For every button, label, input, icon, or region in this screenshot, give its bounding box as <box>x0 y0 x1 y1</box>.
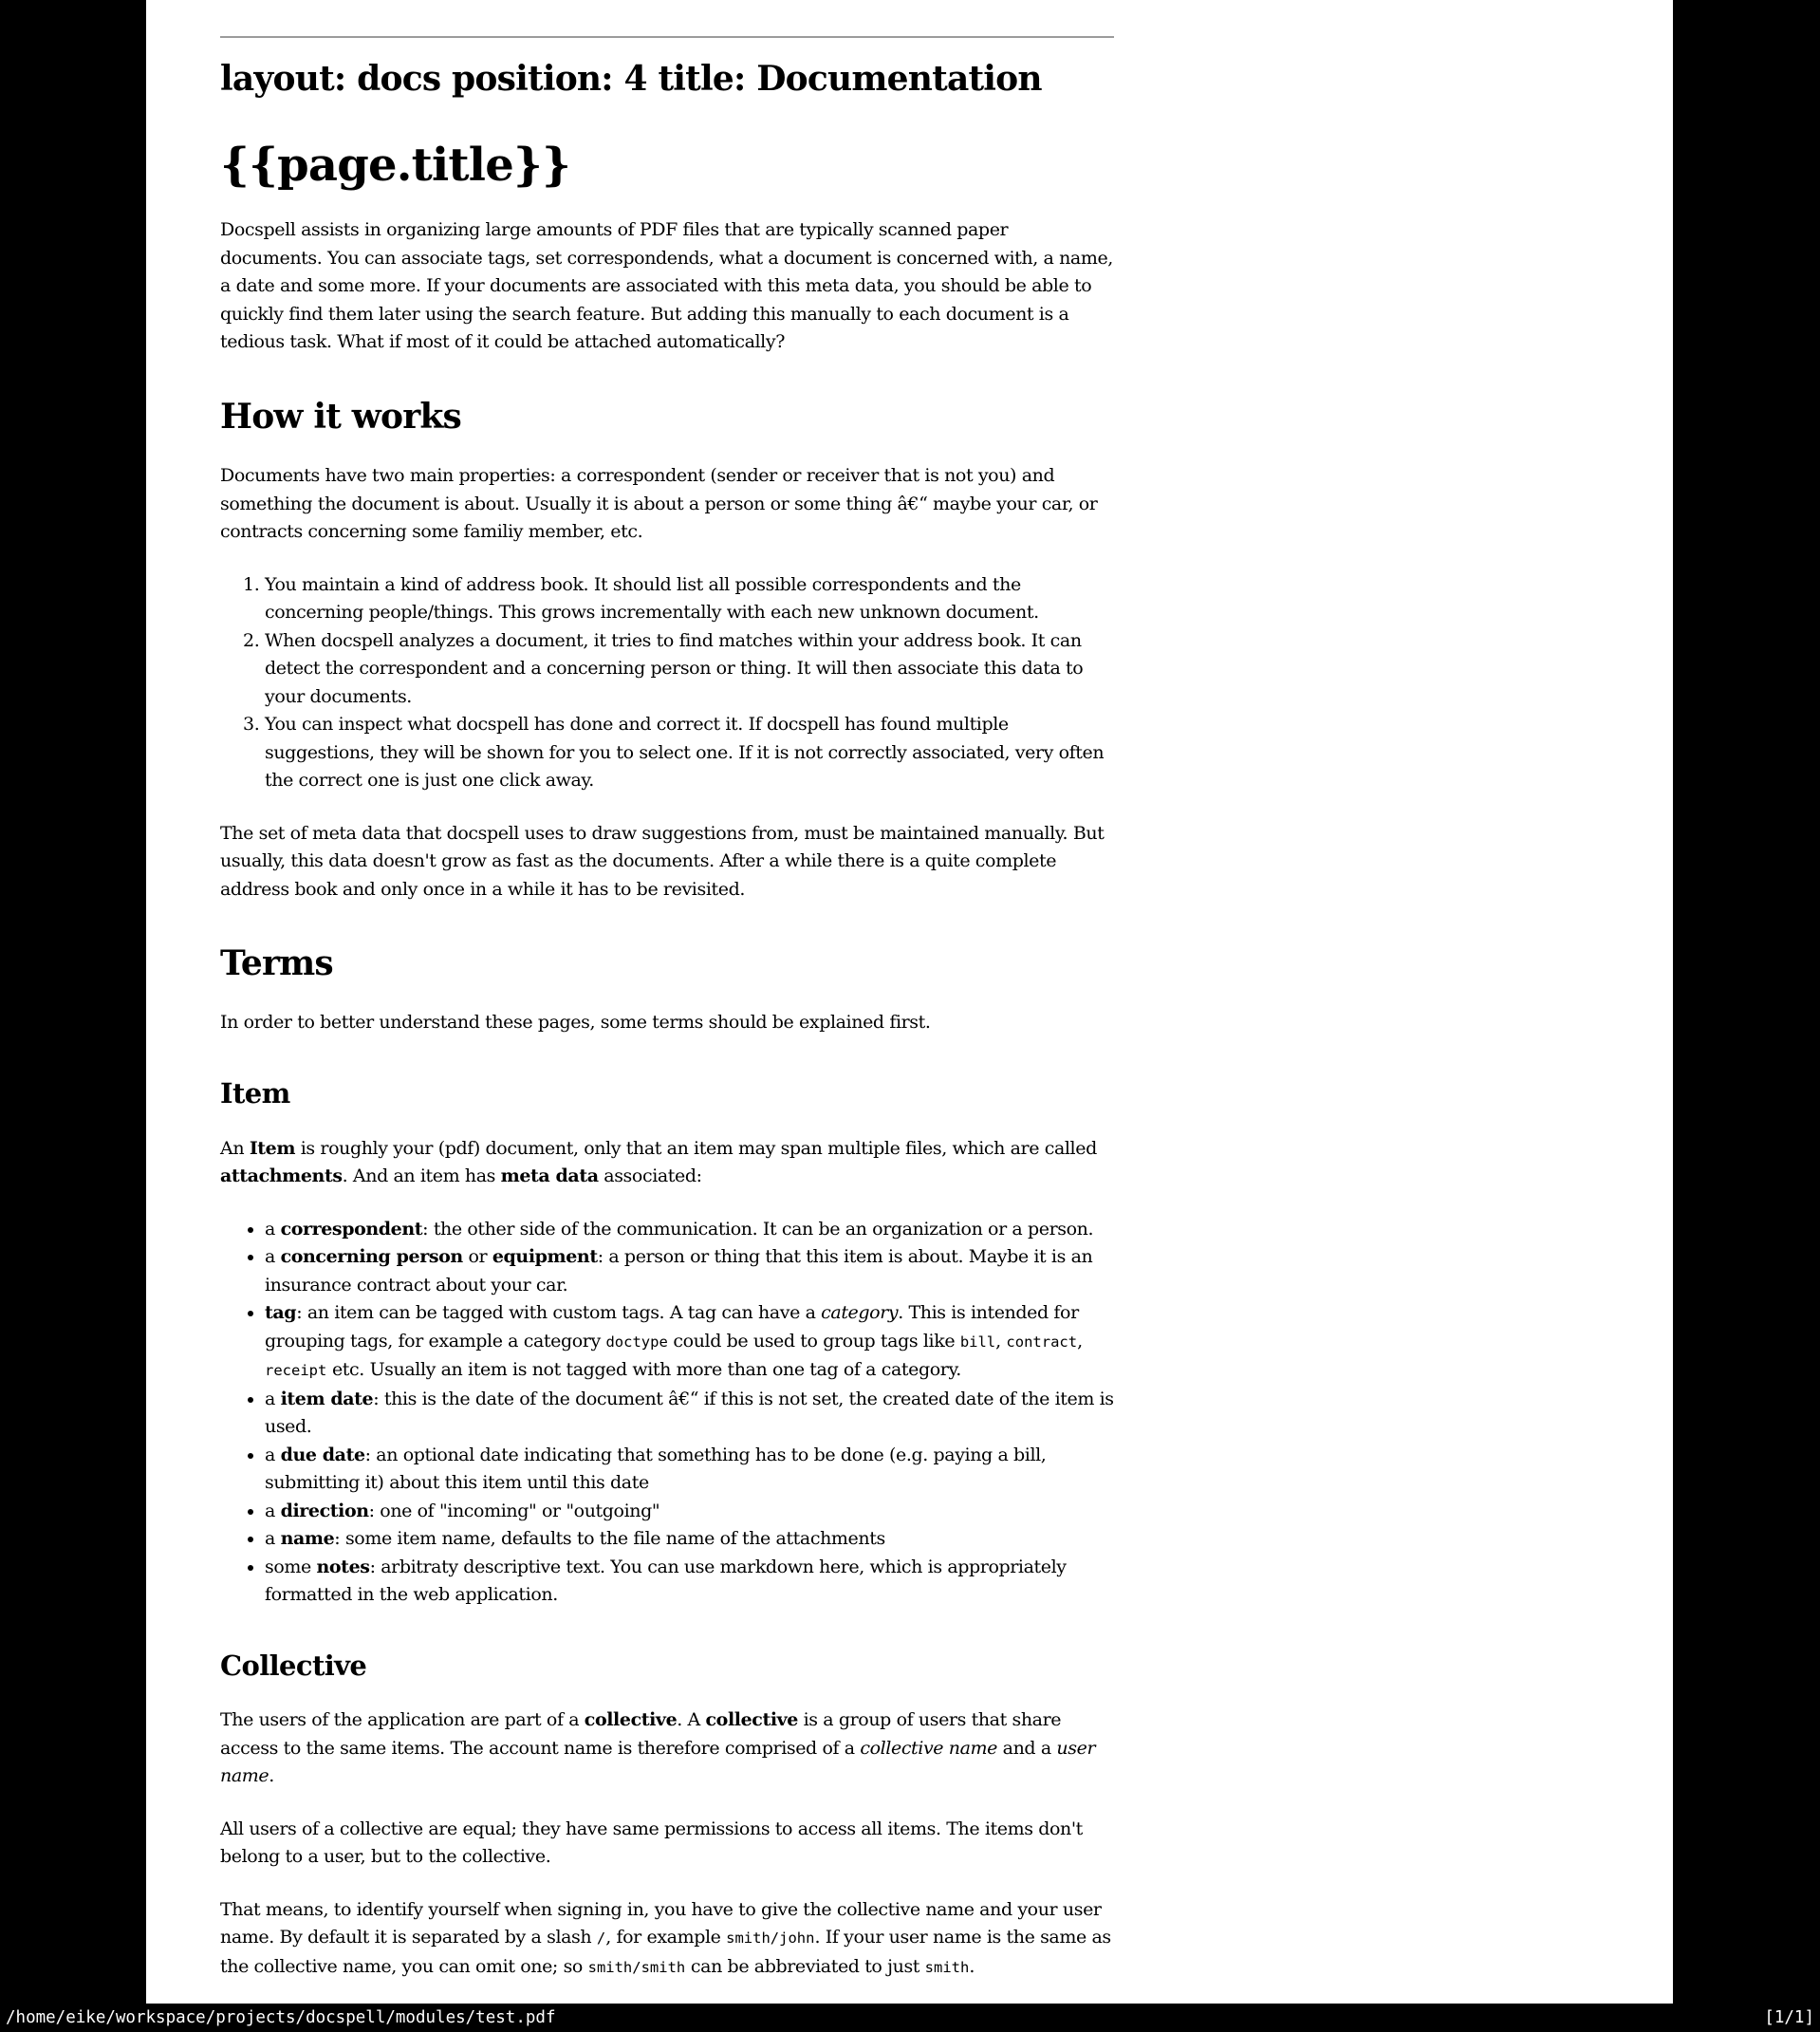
text-run: All users of a collective are equal; they have same permissions to access all items. The items don't belong to a user, but to the collective. <box>220 1818 1083 1868</box>
doc-list-item <box>265 1442 1114 1498</box>
doc-content <box>220 36 1114 1982</box>
doc-list-item <box>265 1386 1114 1442</box>
text-run: . And an item has <box>342 1165 501 1187</box>
text-run: is a group of users that share access to the same items. The account name is therefore comprised of a <box>220 1709 1062 1759</box>
text-run: The users of the application are part of a <box>220 1709 585 1731</box>
text-run: can be abbreviated to just <box>685 1955 925 1977</box>
text-run: : some item name, defaults to the file name of the attachments <box>334 1528 885 1550</box>
text-run: a <box>265 1246 281 1268</box>
text-run: could be used to group tags like <box>667 1330 960 1352</box>
bold-text: equipment <box>492 1246 598 1268</box>
bold-text: notes <box>316 1556 370 1577</box>
bold-text: correspondent <box>280 1218 423 1240</box>
doc-ordered-list <box>220 571 1114 795</box>
bold-text: meta data <box>500 1165 599 1187</box>
front-matter-divider <box>220 36 1114 38</box>
doc-paragraph <box>220 1706 1114 1791</box>
italic-text: user name <box>220 1737 1096 1787</box>
text-run: . A <box>677 1709 706 1731</box>
text-run: Collective <box>220 1649 367 1682</box>
doc-paragraph <box>220 820 1114 904</box>
text-run: : the other side of the communication. It can be an organization or a person. <box>422 1218 1094 1240</box>
doc-paragraph <box>220 1135 1114 1191</box>
bold-text: Item <box>249 1137 296 1159</box>
text-run: Terms <box>220 943 333 984</box>
text-run: a <box>265 1444 281 1465</box>
text-run: : arbitraty descriptive text. You can use markdown here, which is appropriately formatted in the web application. <box>265 1556 1067 1606</box>
text-run: and a <box>997 1737 1057 1759</box>
text-run: You maintain a kind of address book. It should list all possible correspondents and the concerning people/things. This grows incrementally with each new unknown document. <box>265 573 1039 624</box>
bold-text: collective <box>705 1709 798 1731</box>
doc-list-item <box>265 1525 1114 1554</box>
doc-list-item <box>265 1299 1114 1386</box>
text-run: Item <box>220 1076 290 1109</box>
doc-section-heading <box>220 59 1114 100</box>
text-run: . If your user name is the same as the collective name, you can omit one; so <box>220 1927 1111 1977</box>
doc-title <box>220 140 1114 192</box>
doc-paragraph <box>220 1009 1114 1037</box>
text-run: : an item can be tagged with custom tags. A tag can have a <box>296 1302 822 1324</box>
text-run: That means, to identify yourself when signing in, you have to give the collective name and your user name. By default it is separated by a slash <box>220 1898 1102 1948</box>
doc-list-item <box>265 1243 1114 1299</box>
text-run: layout: docs position: 4 title: Documentation <box>220 59 1042 99</box>
text-run: An <box>220 1137 250 1159</box>
text-run: In order to better understand these pages, some terms should be explained first. <box>220 1012 931 1034</box>
doc-paragraph <box>220 1816 1114 1872</box>
statusbar-page-indicator: [1/1] <box>1764 2008 1814 2027</box>
inline-code: bill <box>959 1333 996 1351</box>
italic-text: category <box>821 1302 899 1324</box>
inline-code: doctype <box>605 1333 668 1351</box>
inline-code: smith <box>924 1958 970 1976</box>
doc-list-item <box>265 711 1114 795</box>
text-run: some <box>265 1556 317 1577</box>
inline-code: smith/smith <box>587 1958 686 1976</box>
text-run: Docspell assists in organizing large amounts of PDF files that are typically scanned paper documents. You can associate tags, set correspondends, what a document is concerned with, a name, a date and some more. If your documents are associated with this meta data, you should be able to quickly find them later using the search feature. But adding this manually to each document is a tedious task. What if most of it could be attached automatically? <box>220 219 1113 353</box>
doc-list-item <box>265 1216 1114 1244</box>
text-run: a <box>265 1528 281 1550</box>
bold-text: collective <box>584 1709 678 1731</box>
bold-text: attachments <box>220 1165 343 1187</box>
text-run: Documents have two main properties: a correspondent (sender or receiver that is not you) and something the document is about. Usually it is about a person or some thing â€“ maybe your car, or contracts concerning some familiy member, etc. <box>220 465 1098 543</box>
text-run: a <box>265 1500 281 1521</box>
text-run: The set of meta data that docspell uses to draw suggestions from, must be maintained manually. But usually, this data doesn't grow as fast as the documents. After a while there is a quite complete address book and only once in a while it has to be revisited. <box>220 822 1105 900</box>
inline-code: / <box>596 1929 606 1948</box>
text-run: associated: <box>598 1165 702 1187</box>
bold-text: due date <box>280 1444 365 1465</box>
doc-paragraph <box>220 1896 1114 1983</box>
doc-section-heading <box>220 397 1114 438</box>
statusbar <box>0 2004 1820 2032</box>
text-run: or <box>462 1246 492 1268</box>
doc-bullet-list <box>220 1216 1114 1610</box>
text-run: : this is the date of the document â€“ if this is not set, the created date of the item is used. <box>265 1388 1114 1438</box>
bold-text: name <box>280 1528 335 1550</box>
doc-list-item <box>265 1498 1114 1526</box>
doc-paragraph <box>220 462 1114 547</box>
text-run: , for example <box>605 1927 727 1948</box>
bold-text: direction <box>280 1500 369 1521</box>
doc-list-item <box>265 571 1114 627</box>
text-run: . <box>969 1955 975 1977</box>
text-run: When docspell analyzes a document, it tries to find matches within your address book. It can detect the correspondent and a concerning person or thing. It will then associate this data to your documents. <box>265 629 1084 707</box>
doc-list-item <box>265 1554 1114 1610</box>
doc-list-item <box>265 627 1114 712</box>
inline-code: contract <box>1006 1333 1078 1351</box>
statusbar-file-path: /home/eike/workspace/projects/docspell/modules/test.pdf <box>6 2008 556 2027</box>
text-run: . This is intended for grouping tags, for example a category <box>265 1302 1079 1352</box>
pdf-page <box>146 0 1673 2004</box>
italic-text: collective name <box>860 1737 998 1759</box>
doc-subsection-heading <box>220 1650 1114 1683</box>
inline-code: receipt <box>265 1362 327 1380</box>
bold-text: item date <box>280 1388 374 1409</box>
text-run: : one of "incoming" or "outgoing" <box>368 1500 660 1521</box>
text-run: is roughly your (pdf) document, only that an item may span multiple files, which are called <box>295 1137 1097 1159</box>
text-run: : a person or thing that this item is about. Maybe it is an insurance contract about your car. <box>265 1246 1093 1296</box>
doc-paragraph <box>220 216 1114 357</box>
text-run: How it works <box>220 396 461 437</box>
text-run: You can inspect what docspell has done and correct it. If docspell has found multiple suggestions, they will be shown for you to select one. If it is not correctly associated, very often the correct one is just one click away. <box>265 714 1105 792</box>
text-run: {{page.title}} <box>220 139 571 193</box>
text-run: a <box>265 1218 281 1240</box>
bold-text: tag <box>265 1302 297 1324</box>
doc-subsection-heading <box>220 1077 1114 1110</box>
text-run: : an optional date indicating that something has to be done (e.g. paying a bill, submitting it) about this item until this date <box>265 1444 1047 1494</box>
doc-section-heading <box>220 943 1114 984</box>
inline-code: smith/john <box>726 1929 815 1948</box>
text-run: , <box>1077 1330 1083 1352</box>
bold-text: concerning person <box>280 1246 463 1268</box>
text-run: . <box>269 1765 274 1787</box>
text-run: , <box>995 1330 1007 1352</box>
text-run: etc. Usually an item is not tagged with more than one tag of a category. <box>326 1359 961 1381</box>
text-run: a <box>265 1388 281 1409</box>
